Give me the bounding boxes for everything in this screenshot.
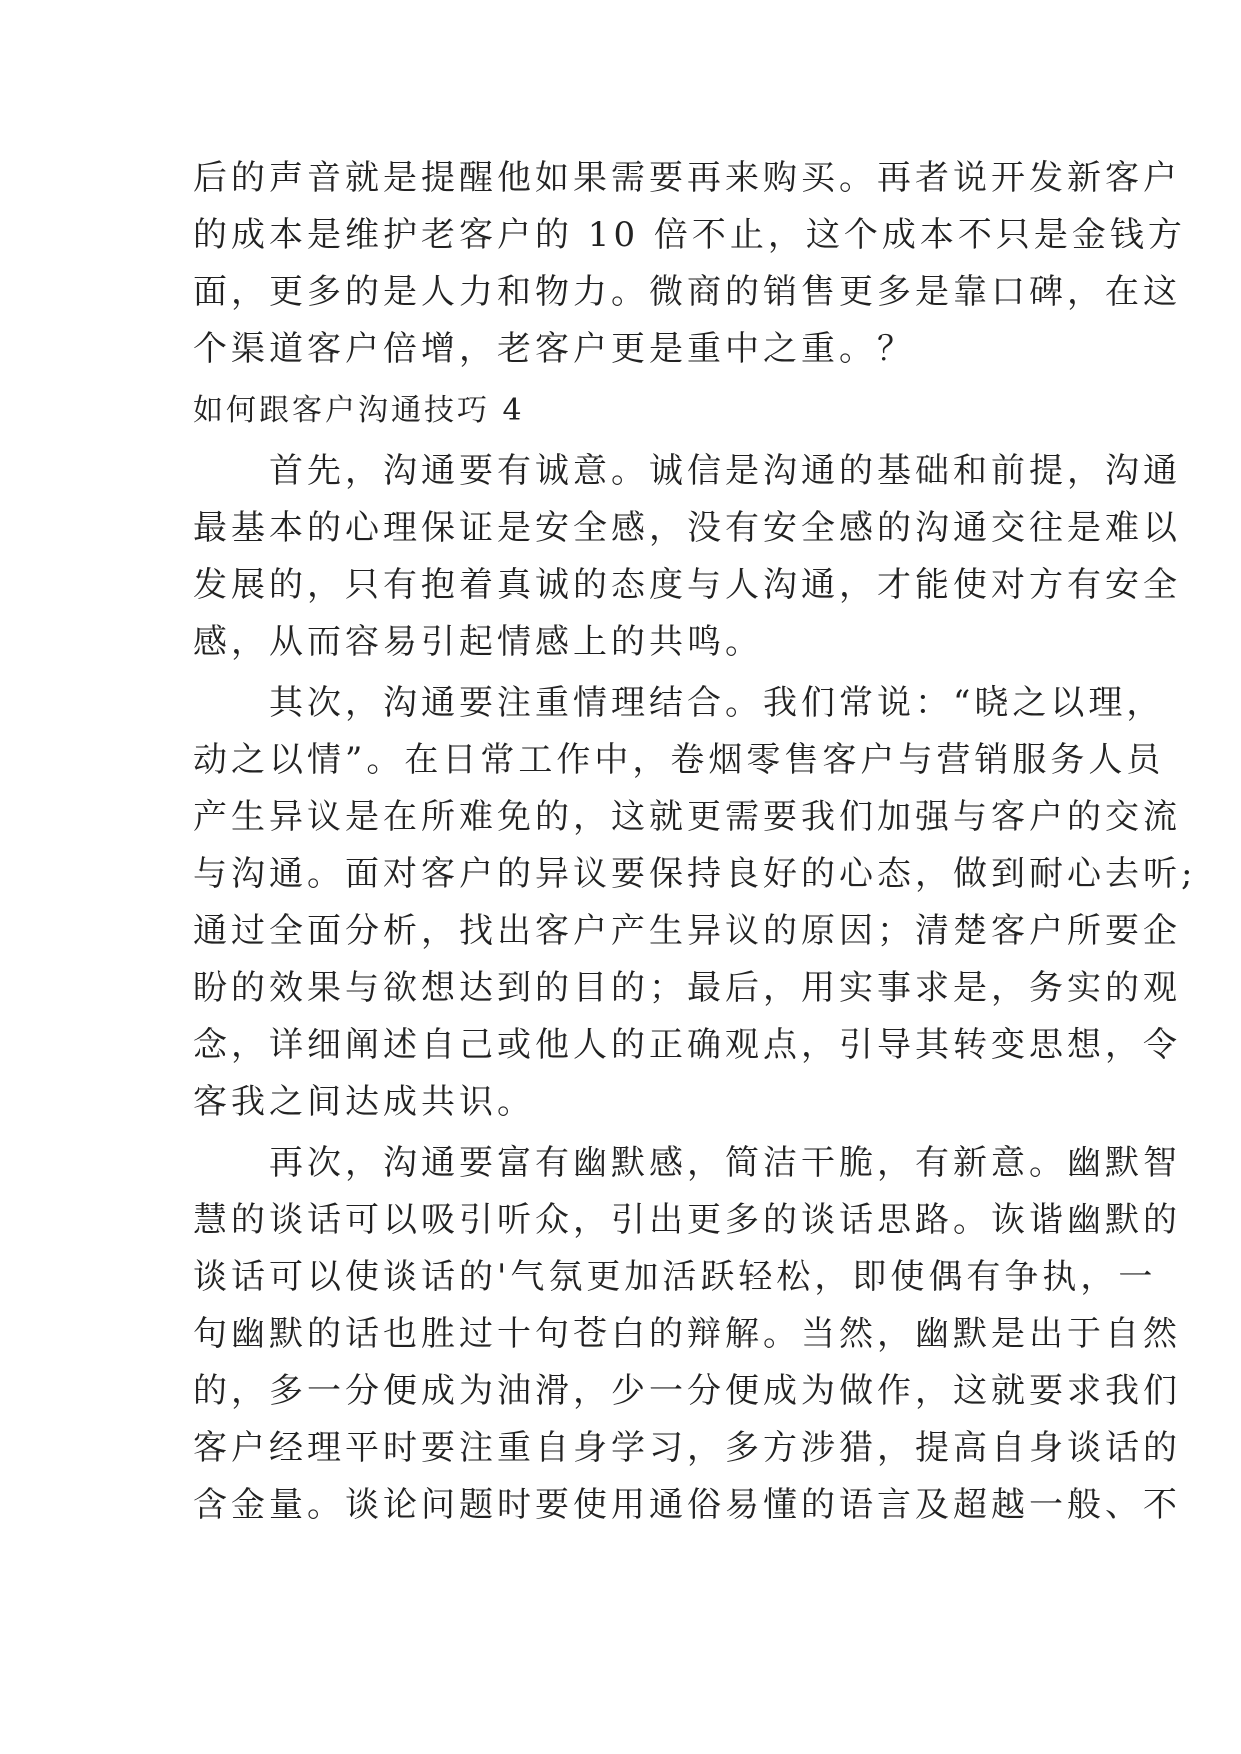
text-line: 发展的，只有抱着真诚的态度与人沟通，才能使对方有安全 (193, 565, 1181, 605)
paragraph-1 (193, 150, 1186, 378)
text-line: 面，更多的是人力和物力。微商的销售更多是靠口碑，在这 (193, 272, 1181, 312)
paragraph-2 (193, 443, 1181, 671)
text-line: 感，从而容易引起情感上的共鸣。 (193, 622, 763, 662)
text-line: 后的声音就是提醒他如果需要再来购买。再者说开发新客户 (193, 158, 1181, 198)
text-line: 句幽默的话也胜过十句苍白的辩解。当然，幽默是出于自然 (193, 1314, 1181, 1354)
text-line: 再次，沟通要富有幽默感，简洁干脆，有新意。幽默智 (269, 1143, 1181, 1183)
text-line: 盼的效果与欲想达到的目的；最后，用实事求是，务实的观 (193, 968, 1181, 1008)
text-line: 动之以情”。在日常工作中，卷烟零售客户与营销服务人员 (193, 740, 1165, 780)
paragraph-4 (193, 1135, 1181, 1534)
text-line: 谈话可以使谈话的'气氛更加活跃轻松，即使偶有争执，一 (193, 1257, 1157, 1297)
text-line: 个渠道客户倍增，老客户更是重中之重。？ (193, 329, 915, 369)
text-line: 的，多一分便成为油滑，少一分便成为做作，这就要求我们 (193, 1371, 1181, 1411)
text-line: 产生异议是在所难免的，这就更需要我们加强与客户的交流 (193, 797, 1181, 837)
text-line: 念，详细阐述自己或他人的正确观点，引导其转变思想，令 (193, 1025, 1181, 1065)
text-line: 的成本是维护老客户的 10 倍不止，这个成本不只是金钱方 (193, 215, 1186, 255)
text-line: 含金量。谈论问题时要使用通俗易懂的语言及超越一般、不 (193, 1485, 1181, 1525)
text-line: 客我之间达成共识。 (193, 1082, 535, 1122)
text-line: 客户经理平时要注重自身学习，多方涉猎，提高自身谈话的 (193, 1428, 1181, 1468)
text-line: 与沟通。面对客户的异议要保持良好的心态，做到耐心去听; (193, 854, 1197, 894)
document-page (193, 150, 1197, 1538)
section-heading (193, 382, 1053, 439)
text-line: 首先，沟通要有诚意。诚信是沟通的基础和前提，沟通 (269, 451, 1181, 491)
text-line: 其次，沟通要注重情理结合。我们常说：“晓之以理， (269, 683, 1165, 723)
text-line: 通过全面分析，找出客户产生异议的原因；清楚客户所要企 (193, 911, 1181, 951)
text-line: 最基本的心理保证是安全感，没有安全感的沟通交往是难以 (193, 508, 1181, 548)
text-line: 慧的谈话可以吸引听众，引出更多的谈话思路。诙谐幽默的 (193, 1200, 1181, 1240)
paragraph-3 (193, 675, 1197, 1131)
heading-text: 如何跟客户沟通技巧 4 (193, 393, 525, 428)
